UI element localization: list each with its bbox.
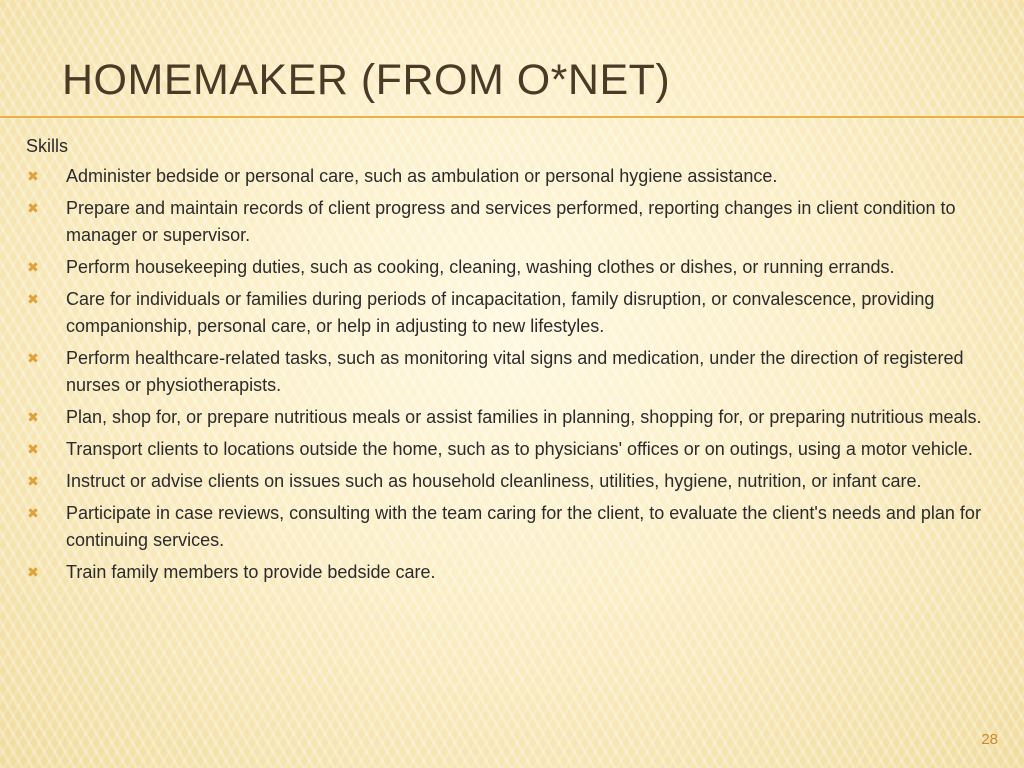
list-item-text: Care for individuals or families during periods of incapacitation, family disruption, or convalescence, providing companionship, personal care, or help in adjusting to new lifestyles.	[66, 289, 935, 336]
page-number: 28	[981, 731, 998, 748]
skills-list	[26, 163, 996, 586]
list-item-text: Train family members to provide bedside care.	[66, 562, 436, 582]
list-item-text: Participate in case reviews, consulting with the team caring for the client, to evaluate the client's needs and plan for continuing services.	[66, 503, 981, 550]
list-item	[26, 195, 996, 249]
list-item-text: Transport clients to locations outside the home, such as to physicians' offices or on outings, using a motor vehicle.	[66, 439, 973, 459]
list-item	[26, 345, 996, 399]
list-item	[26, 404, 996, 431]
x-bullet-icon: ✖	[27, 168, 39, 184]
title-divider	[0, 116, 1024, 118]
list-item	[26, 559, 996, 586]
list-item	[26, 436, 996, 463]
list-item-text: Perform healthcare-related tasks, such as monitoring vital signs and medication, under the direction of registered nurses or physiotherapists.	[66, 348, 964, 395]
list-item-text: Prepare and maintain records of client progress and services performed, reporting changes in client condition to manager or supervisor.	[66, 198, 956, 245]
list-item	[26, 254, 996, 281]
x-bullet-icon: ✖	[27, 441, 39, 457]
list-item-text: Plan, shop for, or prepare nutritious meals or assist families in planning, shopping for, or preparing nutritious meals.	[66, 407, 982, 427]
list-item-text: Instruct or advise clients on issues such as household cleanliness, utilities, hygiene, nutrition, or infant care.	[66, 471, 922, 491]
list-item-text: Administer bedside or personal care, such as ambulation or personal hygiene assistance.	[66, 166, 778, 186]
x-bullet-icon: ✖	[27, 505, 39, 521]
list-item	[26, 286, 996, 340]
x-bullet-icon: ✖	[27, 409, 39, 425]
x-bullet-icon: ✖	[27, 473, 39, 489]
x-bullet-icon: ✖	[27, 350, 39, 366]
slide-title: HOMEMAKER (FROM O*NET)	[62, 56, 671, 104]
x-bullet-icon: ✖	[27, 259, 39, 275]
list-item	[26, 163, 996, 190]
section-heading: Skills	[26, 136, 69, 156]
list-item	[26, 500, 996, 554]
list-item	[26, 468, 996, 495]
slide-content	[26, 136, 996, 591]
list-item-text: Perform housekeeping duties, such as cooking, cleaning, washing clothes or dishes, or running errands.	[66, 257, 895, 277]
x-bullet-icon: ✖	[27, 564, 39, 580]
x-bullet-icon: ✖	[27, 291, 39, 307]
x-bullet-icon: ✖	[27, 200, 39, 216]
